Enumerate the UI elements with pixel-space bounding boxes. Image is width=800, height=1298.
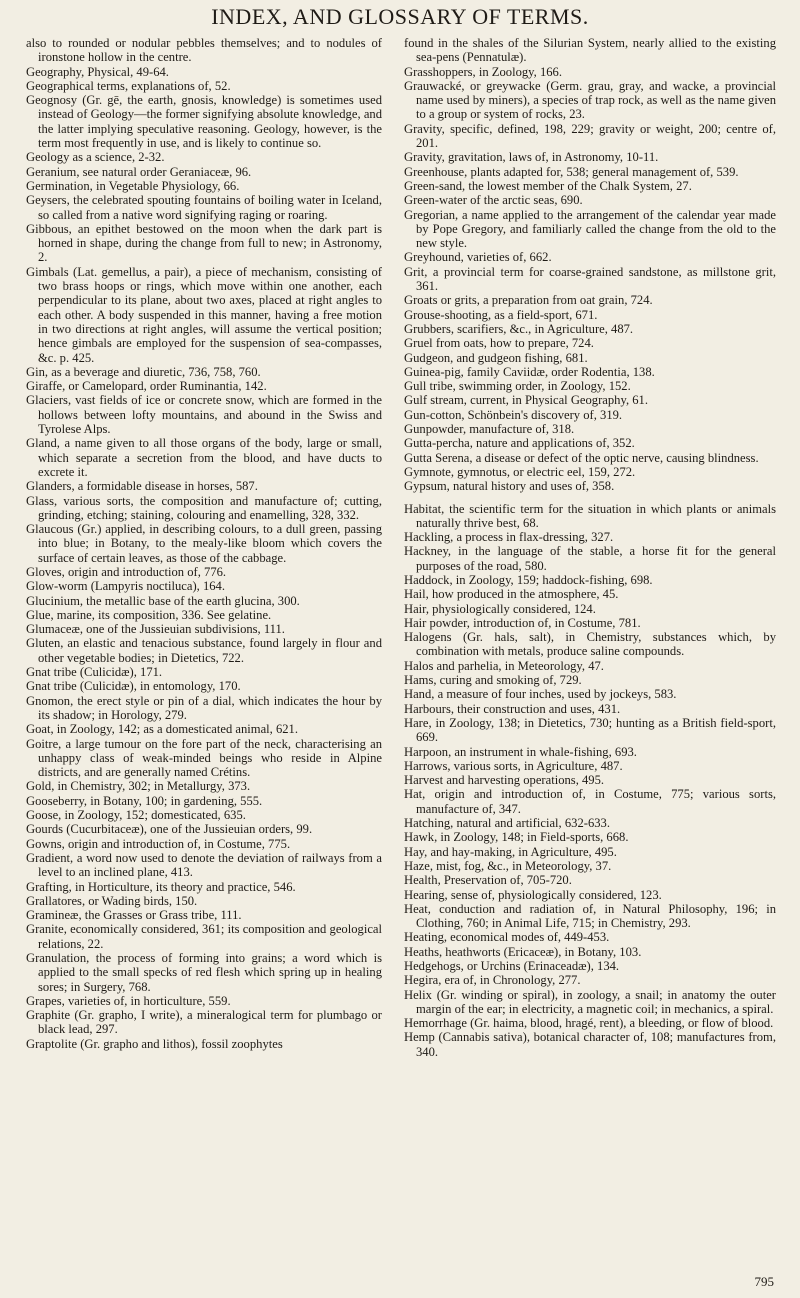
index-entry: Geography, Physical, 49-64. [26, 64, 169, 79]
index-entry: Hand, a measure of four inches, used by jockeys, 583. [404, 687, 677, 702]
index-entry: Glass, various sorts, the composition and manufacture of; cutting, grinding, etching; staining, colouring and enamelling, 328, 332. [26, 493, 382, 522]
index-entry: Goose, in Zoology, 152; domesticated, 635. [26, 808, 246, 823]
index-entry: Green-sand, the lowest member of the Chalk System, 27. [404, 178, 692, 193]
index-entry: Gravity, specific, defined, 198, 229; gravity or weight, 200; centre of, 201. [404, 121, 776, 151]
index-entry: Gin, as a beverage and diuretic, 736, 758, 760. [26, 364, 261, 379]
index-entry: Greenhouse, plants adapted for, 538; general management of, 539. [404, 164, 739, 179]
index-entry: Grubbers, scarifiers, &c., in Agriculture, 487. [404, 321, 634, 336]
index-entry: Geognosy (Gr. gē, the earth, gnosis, knowledge) is sometimes used instead of Geology—the former signifying absolute knowledge, and the latter implying speculative reasoning. Geology, however, is the term most frequently in use, and is likely to continue so. [26, 93, 382, 151]
index-entry: Gooseberry, in Botany, 100; in gardening, 555. [26, 793, 263, 808]
index-entry: Hawk, in Zoology, 148; in Field-sports, 668. [404, 830, 629, 845]
index-entry: Gulf stream, current, in Physical Geography, 61. [404, 393, 648, 408]
index-entry: Germination, in Vegetable Physiology, 66. [26, 178, 240, 193]
index-entry: Grallatores, or Wading birds, 150. [26, 893, 198, 908]
index-entry: Graphite (Gr. grapho, I write), a mineralogical term for plumbago or black lead, 297. [26, 1008, 382, 1037]
index-entry: Hair, physiologically considered, 124. [404, 601, 596, 616]
index-entry: Hat, origin and introduction of, in Costume, 775; various sorts, manufacture of, 347. [404, 787, 776, 816]
index-entry: Gunpowder, manufacture of, 318. [404, 422, 575, 437]
index-entry: Hams, curing and smoking of, 729. [404, 673, 582, 688]
index-entry: Granite, economically considered, 361; its composition and geological relations, 22. [26, 922, 382, 951]
index-entry: Gutta-percha, nature and applications of, 352. [404, 436, 635, 451]
index-entry: Hackling, a process in flax-dressing, 327. [404, 530, 614, 545]
index-entry: Gnat tribe (Culicidæ), 171. [26, 665, 163, 680]
index-entry: Harbours, their construction and uses, 431. [404, 701, 621, 716]
index-column-right [404, 36, 776, 1059]
index-entry: Glanders, a formidable disease in horses, 587. [26, 479, 258, 494]
index-entry: Gutta Serena, a disease or defect of the optic nerve, causing blindness. [404, 450, 759, 465]
index-entry: Geology as a science, 2-32. [26, 150, 165, 165]
index-entry: Grit, a provincial term for coarse-grained sandstone, as millstone grit, 361. [404, 264, 776, 294]
index-entry: Groats or grits, a preparation from oat grain, 724. [404, 293, 653, 308]
index-entry: Guinea-pig, family Caviidæ, order Rodentia, 138. [404, 364, 655, 379]
index-entry: Health, Preservation of, 705-720. [404, 873, 572, 888]
index-entry: Gramineæ, the Grasses or Grass tribe, 111. [26, 908, 242, 923]
index-entry: Gregorian, a name applied to the arrangement of the calendar year made by Pope Gregory, and familiarly called the change from the old to the new style. [404, 207, 776, 251]
index-entry: Granulation, the process of forming into grains; a word which is applied to the small specks of red flesh which spring up in healing sores; in Surgery, 768. [26, 951, 382, 994]
index-entry: Grouse-shooting, as a field-sport, 671. [404, 307, 598, 322]
index-entry: Gravity, gravitation, laws of, in Astronomy, 10-11. [404, 150, 659, 165]
index-entry: Gnomon, the erect style or pin of a dial, which indicates the hour by its shadow; in Horology, 279. [26, 693, 382, 722]
index-entry: Geranium, see natural order Geraniaceæ, 96. [26, 164, 252, 179]
index-entry: Gourds (Cucurbitaceæ), one of the Jussieuian orders, 99. [26, 822, 313, 837]
index-entry: Hemorrhage (Gr. haima, blood, hragé, rent), a bleeding, or flow of blood. [404, 1016, 774, 1031]
index-entry: Goat, in Zoology, 142; as a domesticated animal, 621. [26, 722, 298, 737]
index-entry: Gudgeon, and gudgeon fishing, 681. [404, 350, 588, 365]
index-entry: Goitre, a large tumour on the fore part of the neck, characterising an unhappy class of weak-minded beings who reside in Alpine districts, and are generally named Crétins. [26, 736, 382, 780]
index-entry: Harpoon, an instrument in whale-fishing, 693. [404, 744, 637, 759]
index-entry: found in the shales of the Silurian System, nearly allied to the existing sea-pens (Pennatulæ). [404, 36, 776, 65]
index-entry: Hare, in Zoology, 138; in Dietetics, 730; hunting as a British field-sport, 669. [404, 715, 776, 745]
index-entry: Gowns, origin and introduction of, in Costume, 775. [26, 836, 291, 851]
index-entry: Harvest and harvesting operations, 495. [404, 773, 605, 788]
index-entry: Gold, in Chemistry, 302; in Metallurgy, 373. [26, 779, 251, 794]
index-entry: Gypsum, natural history and uses of, 358. [404, 479, 615, 494]
index-entry: Glumaceæ, one of the Jussieuian subdivisions, 111. [26, 622, 285, 637]
index-entry: Hay, and hay-making, in Agriculture, 495. [404, 844, 617, 859]
index-entry: Halogens (Gr. hals, salt), in Chemistry, substances which, by combination with metals, produce saline compounds. [404, 630, 776, 659]
index-entry: Hegira, era of, in Chronology, 277. [404, 973, 581, 988]
index-entry: also to rounded or nodular pebbles themselves; and to nodules of ironstone hollow in the centre. [26, 36, 382, 65]
index-entry: Heating, economical modes of, 449-453. [404, 930, 610, 945]
index-entry: Gibbous, an epithet bestowed on the moon when the dark part is horned in shape, during the change from full to new; in Astronomy, 2. [26, 221, 382, 265]
index-entry: Helix (Gr. winding or spiral), in zoology, a snail; in anatomy the outer margin of the ear; in electricity, a magnetic coil; in mechanics, a spiral. [404, 987, 776, 1016]
index-entry: Gruel from oats, how to prepare, 724. [404, 336, 594, 351]
index-entry: Gull tribe, swimming order, in Zoology, 152. [404, 379, 631, 394]
index-entry: Glow-worm (Lampyris noctiluca), 164. [26, 579, 226, 594]
index-entry: Grasshoppers, in Zoology, 166. [404, 64, 562, 79]
index-entry: Glaciers, vast fields of ice or concrete snow, which are formed in the hollows between lofty mountains, and abound in the Swiss and Tyrolese Alps. [26, 393, 382, 437]
index-entry: Greyhound, varieties of, 662. [404, 250, 552, 265]
index-entry: Hail, how produced in the atmosphere, 45. [404, 587, 619, 602]
index-entry: Haddock, in Zoology, 159; haddock-fishing, 698. [404, 572, 653, 587]
index-entry: Halos and parhelia, in Meteorology, 47. [404, 658, 604, 673]
index-entry: Glucinium, the metallic base of the earth glucina, 300. [26, 593, 300, 608]
index-entry: Habitat, the scientific term for the situation in which plants or animals naturally thrive best, 68. [404, 501, 776, 530]
index-entry: Hearing, sense of, physiologically considered, 123. [404, 887, 662, 902]
index-entry: Gluten, an elastic and tenacious substance, found largely in flour and other vegetable bodies; in Dietetics, 722. [26, 636, 382, 665]
index-entry: Hackney, in the language of the stable, a horse fit for the general purposes of the road, 580. [404, 544, 776, 573]
index-entry: Geysers, the celebrated spouting fountains of boiling water in Iceland, so called from a native word signifying raging or roaring. [26, 193, 382, 222]
index-entry: Glaucous (Gr.) applied, in describing colours, to a dull green, passing into blue; in Botany, to the mealy-like bloom which covers the surface of certain leaves, as those of the cabbage. [26, 522, 382, 565]
index-entry: Gun-cotton, Schönbein's discovery of, 319. [404, 407, 623, 422]
index-entry: Haze, mist, fog, &c., in Meteorology, 37. [404, 858, 612, 873]
index-entry: Gradient, a word now used to denote the deviation of railways from a level to an inclined plane, 413. [26, 850, 382, 880]
index-entry: Gnat tribe (Culicidæ), in entomology, 170. [26, 679, 241, 694]
index-entry: Graptolite (Gr. grapho and lithos), fossil zoophytes [26, 1036, 283, 1051]
index-entry: Gland, a name given to all those organs of the body, large or small, which separate a secretion from the blood, and have ducts to excrete it. [26, 436, 382, 479]
index-entry: Giraffe, or Camelopard, order Ruminantia, 142. [26, 379, 267, 394]
index-entry: Geographical terms, explanations of, 52. [26, 78, 231, 93]
index-entry: Hedgehogs, or Urchins (Erinaceadæ), 134. [404, 959, 620, 973]
index-entry: Harrows, various sorts, in Agriculture, 487. [404, 758, 623, 773]
index-entry: Gimbals (Lat. gemellus, a pair), a piece of mechanism, consisting of two brass hoops or rings, which move within one another, each perpendicular to its plane, about two axes, placed at right angles to each other. A body suspended in this manner, having a free motion in two directions at right angles, will assume the vertical position; hence gimbals are employed for the suspension of sea-compasses, &c. p. 425. [26, 264, 382, 365]
index-entry: Grauwacké, or greywacke (Germ. grau, gray, and wacke, a provincial name used by miners), a species of trap rock, as well as the name given to a group or system of rocks, 23. [404, 78, 776, 122]
index-entry: Grapes, varieties of, in horticulture, 559. [26, 993, 231, 1008]
index-entry: Hair powder, introduction of, in Costume, 781. [404, 615, 641, 630]
index-entry: Heat, conduction and radiation of, in Natural Philosophy, 196; in Clothing, 760; in Animal Life, 715; in Chemistry, 293. [404, 901, 776, 931]
index-entry: Green-water of the arctic seas, 690. [404, 193, 583, 208]
page-number: 795 [754, 1274, 774, 1289]
index-entry: Hemp (Cannabis sativa), botanical character of, 108; manufactures from, 340. [404, 1030, 776, 1059]
index-entry: Hatching, natural and artificial, 632-633. [404, 816, 610, 831]
index-entry: Gymnote, gymnotus, or electric eel, 159, 272. [404, 464, 636, 479]
index-entry: Heaths, heathworts (Ericaceæ), in Botany, 103. [404, 944, 642, 959]
page-title: INDEX, AND GLOSSARY OF TERMS. [211, 4, 589, 29]
index-column-left [26, 36, 382, 1051]
index-entry: Grafting, in Horticulture, its theory and practice, 546. [26, 879, 296, 894]
index-entry: Gloves, origin and introduction of, 776. [26, 564, 227, 579]
index-entry: Glue, marine, its composition, 336. See gelatine. [26, 607, 272, 622]
